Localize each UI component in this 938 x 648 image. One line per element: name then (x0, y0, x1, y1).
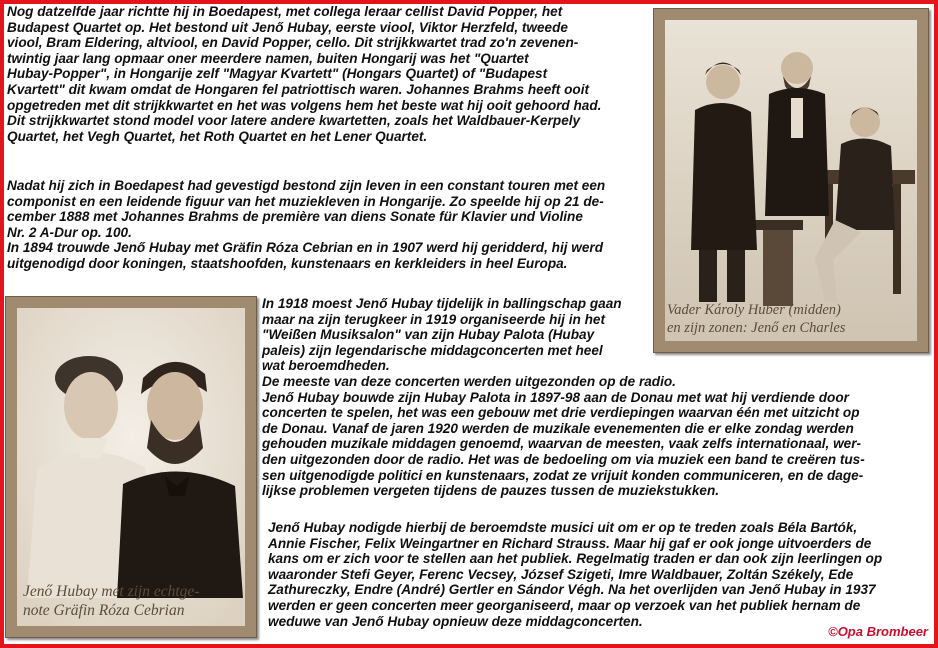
photo-huber-family-image (665, 20, 917, 341)
photo-huber-family-caption: Vader Károly Huber (midden) en zijn zonen: Jenő en Charles (667, 302, 846, 336)
photo-hubay-couple-caption: Jenő Hubay met zijn echtge- note Gräfin Róza Cebrian (23, 583, 200, 619)
copyright-notice: ©Opa Brombeer (828, 624, 928, 639)
paragraph-hubay-palota: De meeste van deze concerten werden uitgezonden op de radio. Jenő Hubay bouwde zijn Hubay Palota in 1897-98 aan de Donau met wat hij verdiende door concerten te spelen, het was een gebouw met drie verdiepingen waarvan één met uitzicht op de Donau. Vanaf de jaren 1920 werden de muzikale evenementen die er elke zondag werden gehouden muzikale middagen genoemd, waarvan de meesten, vaak zelfs internationaal, wer- den uitgezonden door de radio. Het was de bedoeling om via muziek een band te creëren tus- sen uitgenodigde politici en kunstenaars, zodat ze vrijuit konden communiceren, en de dage- lijkse problemen vergeten tijdens de pauzes tussen de muziekstukken. (262, 374, 865, 499)
photo-hubay-couple-image (17, 308, 245, 626)
paragraph-exile-salon: In 1918 moest Jenő Hubay tijdelijk in ballingschap gaan maar na zijn terugkeer in 1919 organiseerde hij in het "Weißen Musiksalon" van zijn Hubay Palota (Hubay paleis) zijn legendarische middagconcerten met heel wat beroemdheden. (262, 296, 622, 374)
paragraph-famous-musicians: Jenő Hubay nodigde hierbij de beroemdste musici uit om er op te treden zoals Béla Bartók, Annie Fischer, Felix Weingartner en Richard Strauss. Maar hij gaf er ook jonge uitvoerders de kans om er zich voor te stellen aan het publiek. Regelmatig traden er dan ook zijn leerlingen op waaronder Stefi Geyer, Ferenc Vecsey, József Szigeti, Imre Waldbauer, Zoltán Székely, Ede Zathureczky, Endre (André) Gertler en Sándor Végh. Na het overlijden van Jenő Hubay in 1937 werden er geen concerten meer georganiseerd, maar op verzoek van het publiek hernam de weduwe van Jenő Hubay opnieuw deze middagconcerten. (268, 520, 883, 629)
photo-hubay-couple (5, 296, 257, 638)
photo-huber-family (653, 8, 929, 353)
paragraph-touring-life: Nadat hij zich in Boedapest had gevestigd bestond zijn leven in een constant touren met een componist en een leidende figuur van het muziekleven in Hongarije. Zo speelde hij op 21 de- cember 1888 met Johannes Brahms de première van diens Sonate für Klavier und Violine Nr. 2 A-Dur op. 100. In 1894 trouwde Jenő Hubay met Gräfin Róza Cebrian en in 1907 werd hij geridderd, hij werd uitgenodigd door koningen, staatshoofden, kunstenaars en kerkleiders in heel Europa. (7, 178, 606, 271)
paragraph-budapest-quartet: Nog datzelfde jaar richtte hij in Boedapest, met collega leraar cellist David Popper, het Budapest Quartet op. Het bestond uit Jenő Hubay, eerste viool, Viktor Herzfeld, tweede viool, Bram Eldering, altviool, en David Popper, cello. Dit strijkkwartet trad zo'n zevenen- twintig jaar lang opmaar oner meerdere namen, buiten Hongarij was het "Quartet Hubay-Popper", in Hongarije zelf "Magyar Kvartett" (Hongars Quartet) of "Budapest Kvartett" dit kwam omdat de Hongaren fel patriottisch waren. Johannes Brahms heeft ooit opgetreden met dit strijkkwartet en het was volgens hem het beste wat hij ooit gehoord had. Dit strijkkwartet stond model voor latere andere kwartetten, zoals het Waldbauer-Kerpely Quartet, het Vegh Quartet, het Roth Quartet en het Lener Quartet. (7, 4, 602, 144)
